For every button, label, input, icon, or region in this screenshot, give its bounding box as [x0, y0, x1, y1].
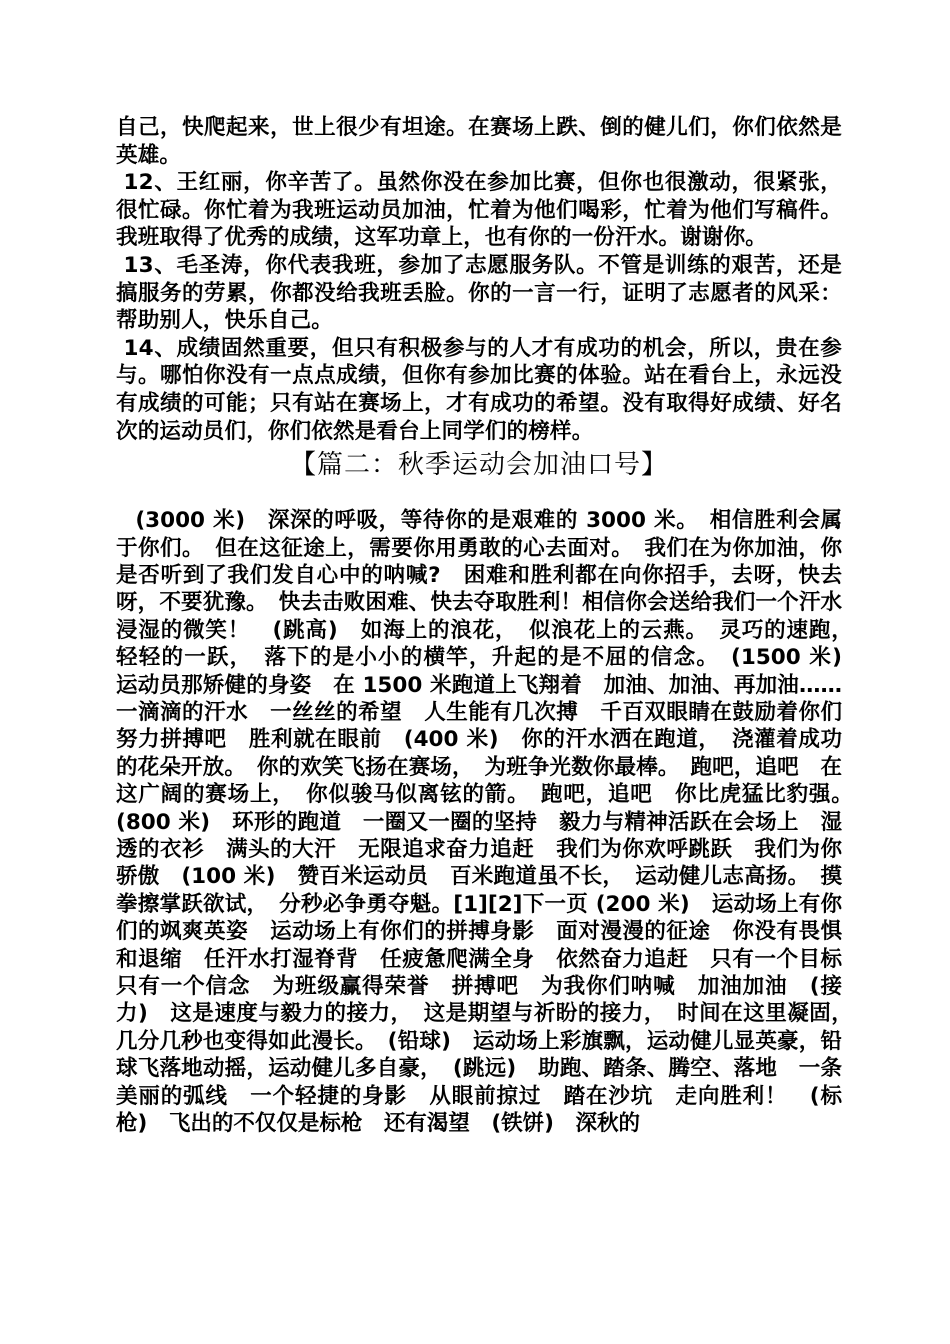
paragraph-item-12: 12、王红丽，你辛苦了。虽然你没在参加比赛，但你也很激动，很紧张，很忙碌。你忙着为我班运动员加油，忙着为他们喝彩，忙着为他们写稿件。我班取得了优秀的成绩，这军功章上，也有你的一份汗水。谢谢你。 — [116, 170, 842, 251]
paragraph-item-13: 13、毛圣涛，你代表我班，参加了志愿服务队。不管是训练的艰苦，还是搞服务的劳累，你都没给我班丢脸。你的一言一行，证明了志愿者的风采：帮助别人，快乐自己。 — [116, 252, 842, 334]
document-page — [116, 114, 864, 1159]
paragraph-continuation: 自己，快爬起来，世上很少有坦途。在赛场上跌、倒的健儿们，你们依然是英雄。 — [116, 115, 842, 168]
paragraph-item-14: 14、成绩固然重要，但只有积极参与的人才有成功的机会，所以，贵在参与。哪怕你没有一点点成绩，但你有参加比赛的体验。站在看台上，永远没有成绩的可能；只有站在赛场上，才有成功的希望。没有取得好成绩、好名次的运动员们，你们依然是看台上同学们的榜样。 — [116, 335, 842, 444]
section-title: 【篇二：秋季运动会加油口号】 — [289, 450, 668, 481]
section-body: (3000 米) 深深的呼吸，等待你的是艰难的 3000 米。 相信胜利会属于你们。 但在这征途上，需要你用勇敢的心去面对。 我们在为你加油，你是否听到了我们发自心中的呐喊? 困难和胜利都在向你招手，去呀，快去呀，不要犹豫。 快去击败困难、快去夺取胜利！相信你会送给我们一个汗水浸湿的微笑！ (跳高) 如海上的浪花， 似浪花上的云燕。 灵巧的速跑， 轻轻的一跃， 落下的是小小的横竿，升起的是不屈的信念。 (1500 米) 运动员那矫健的身姿 在 1500 米跑道上飞翔着 加油、加油、再加油…… 一滴滴的汗水 一丝丝的希望 人生能有几次搏 千百双眼睛在鼓励着你们 努力拼搏吧 胜利就在眼前 (400 米) 你的汗水洒在跑道， 浇灌着成功的花朵开放。 你的欢笑飞扬在赛场， 为班争光数你最棒。 跑吧，追吧 在这广阔的赛场上， 你似骏马似离铉的箭。 跑吧，追吧 你比虎猛比豹强。 (800 米) 环形的跑道 一圈又一圈的坚持 毅力与精神活跃在会场上 湿透的衣衫 满头的大汗 无限追求奋力追赶 我们为你欢呼跳跃 我们为你骄傲 (100 米) 赞百米运动员 百米跑道虽不长， 运动健儿志高扬。 摸拳擦掌跃欲试， 分秒必争勇夺魁。[1][2]下一页 (200 米) 运动场上有你们的飒爽英姿 运动场上有你们的拼搏身影 面对漫漫的征途 你没有畏惧和退缩 任汗水打湿脊背 任疲惫爬满全身 依然奋力追赶 只有一个目标 只有一个信念 为班级赢得荣誉 拼搏吧 为我你们呐喊 加油加油 (接力) 这是速度与毅力的接力， 这是期望与祈盼的接力， 时间在这里凝固， 几分几秒也变得如此漫长。 (铅球) 运动场上彩旗飘，运动健儿显英豪，铅球飞落地动摇，运动健儿多自豪， (跳远) 助跑、踏条、腾空、落地 一条美丽的弧线 一个轻捷的身影 从眼前掠过 踏在沙坑 走向胜利！ (标枪) 飞出的不仅仅是标枪 还有渴望 (铁饼) 深秋的 — [116, 508, 864, 1137]
